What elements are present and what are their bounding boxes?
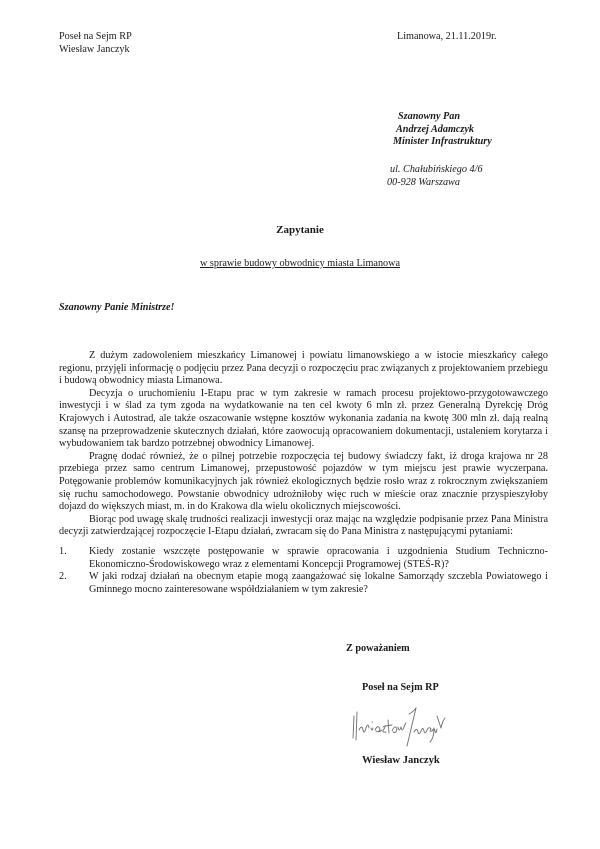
document-subject: w sprawie budowy obwodnicy miasta Limanowa (199, 258, 401, 269)
paragraph: Z dużym zadowoleniem mieszkańcy Limanowej i powiatu limanowskiego a w istocie mieszkańcy całego regionu, przyjęli informację o podjęciu przez Pana decyzji o rozpoczęciu prac związanych z projektowaniem przebiegu i budową obwodnicy miasta Limanowa. (59, 350, 548, 387)
sender-name: Wiesław Janczyk (59, 43, 130, 55)
recipient-greeting: Szanowny Pan (398, 111, 460, 122)
address-city: 00-928 Warszawa (387, 176, 460, 188)
place-date: Limanowa, 21.11.2019r. (397, 31, 497, 42)
signature-name: Wiesław Janczyk (362, 755, 440, 766)
letter-body (59, 350, 548, 539)
handwritten-signature-icon (350, 702, 462, 752)
question-text: W jaki rodzaj działań na obecnym etapie mogą zaangażować się lokalne Samorządy szczebla Powiatowego i Gminnego mocno zainteresowane współdziałaniem w tym zakresie? (89, 571, 548, 595)
recipient-title: Minister Infrastruktury (393, 136, 492, 148)
recipient-block (391, 111, 492, 149)
sender-role: Poseł na Sejm RP (59, 31, 132, 42)
closing: Z poważaniem (346, 643, 410, 654)
sender-block (59, 31, 132, 56)
question-text: Kiedy zostanie wszczęte postępowanie w sprawie opracowania i uzgodnienia Studium Techniczno-Ekonomiczno-Środowiskowego wraz z elementami Koncepcji Programowej (STEŚ-R)? (89, 546, 548, 570)
address-street: ul. Chałubińskiego 4/6 (390, 164, 483, 175)
paragraph: Decyzja o uruchomieniu I-Etapu prac w tym zakresie w ramach procesu projektowo-przygotowawczego inwestycji i w ślad za tym zgoda na wydatkowanie na ten cel kwoty 6 mln zł. przez Generalną Dyrekcję Dróg Krajowych i Autostrad, ale także oszacowanie wstępne kosztów wykonania zadania na kwotę 300 mln zł. dają realną szansę na przeprowadzenie skutecznych działań, które zaowocują opracowaniem dokumentacji, ustaleniem korytarza i wybudowaniem tak bardzo potrzebnej obwodnicy Limanowej. (59, 387, 548, 450)
paragraph: Biorąc pod uwagę skalę trudności realizacji inwestycji oraz mając na względzie podpisanie przez Pana Ministra decyzji zatwierdzającej rozpoczęcie I-Etapu działań, zwracam się do Pana Ministra z następującymi pytaniami: (59, 513, 548, 538)
question-number: 1. (59, 546, 67, 557)
question-number: 2. (59, 571, 67, 583)
recipient-name: Andrzej Adamczyk (396, 123, 475, 135)
salutation: Szanowny Panie Ministrze! (59, 302, 175, 313)
signature-role: Poseł na Sejm RP (362, 682, 439, 693)
questions-list (59, 546, 548, 596)
document-title: Zapytanie (276, 224, 324, 236)
question-item (59, 571, 548, 596)
recipient-address (387, 164, 483, 189)
question-item (59, 546, 548, 571)
paragraph: Pragnę dodać również, że o pilnej potrzebie rozpoczęcia tej budowy świadczy fakt, iż droga krajowa nr 28 przebiega przez samo centrum Limanowej, przepustowość pojazdów w tym miejscu jest prawie wyczerpana. Potęgowanie problemów komunikacyjnych jak również ekologicznych będzie rosło wraz z rokrocznym zwiększaniem się ruchu samochodowego. Powstanie obwodnicy udrożniłoby więc ruch w mieście oraz znacznie przyspieszyłoby dojazd do większych miast, m. in do Krakowa dla wielu okolicznych miejscowości. (59, 450, 548, 513)
